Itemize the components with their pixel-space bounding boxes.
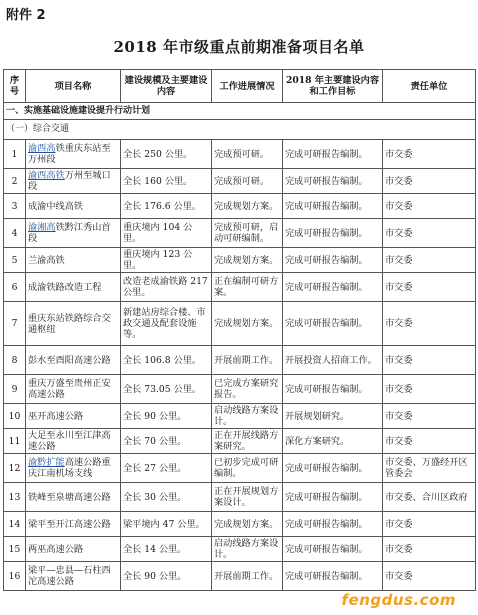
project-name: 梁平—忠县—石柱西沱高速公路 [28,565,111,587]
work-target: 完成可研报告编制。 [283,219,383,248]
work-target: 完成可研报告编制。 [283,562,383,591]
row-number: 5 [4,248,26,273]
project-name-cell [26,273,121,302]
project-name-link[interactable]: 渝黔扩能 [28,457,65,468]
responsible-unit: 市交委 [383,219,476,248]
column-header-progress: 工作进展情况 [212,70,283,103]
work-target: 完成可研报告编制。 [283,140,383,169]
project-name-cell [26,248,121,273]
project-name: 大足至永川至江津高速公路 [28,430,111,452]
responsible-unit: 市交委 [383,404,476,429]
work-target: 开展投资人招商工作。 [283,346,383,375]
construction-scale: 梁平境内 47 公里。 [121,512,212,537]
construction-scale: 全长 73.05 公里。 [121,375,212,404]
work-target: 完成可研报告编制。 [283,537,383,562]
row-number: 4 [4,219,26,248]
table-row [4,483,476,512]
project-name: 兰渝高铁 [28,254,65,266]
work-target: 完成可研报告编制。 [283,512,383,537]
table-row [4,302,476,346]
table-row [4,537,476,562]
row-number: 10 [4,404,26,429]
table-row [4,429,476,454]
project-name-link[interactable]: 渝湘高 [28,222,56,233]
construction-scale: 全长 176.6 公里。 [121,194,212,219]
work-progress: 正在开展线路方案研究。 [212,429,283,454]
section-row [4,103,476,120]
work-progress: 启动线路方案设计。 [212,537,283,562]
responsible-unit: 市交委 [383,537,476,562]
work-target: 开展规划研究。 [283,404,383,429]
responsible-unit: 市交委 [383,273,476,302]
project-name-link[interactable]: 渝西高 [28,143,56,154]
project-name-cell [26,404,121,429]
project-name-link[interactable]: 渝西高铁 [28,170,65,181]
responsible-unit: 市交委 [383,429,476,454]
responsible-unit: 市交委 [383,169,476,194]
project-name: 梁平至开江高速公路 [28,518,111,530]
table-row [4,273,476,302]
row-number: 12 [4,454,26,483]
row-number: 8 [4,346,26,375]
table-row [4,140,476,169]
project-name-cell [26,169,121,194]
row-number: 11 [4,429,26,454]
responsible-unit: 市交委 [383,194,476,219]
row-number: 1 [4,140,26,169]
project-name-cell [26,219,121,248]
project-name-cell [26,454,121,483]
column-header-unit: 责任单位 [383,70,476,103]
construction-scale: 全长 30 公里。 [121,483,212,512]
column-header-name: 项目名称 [26,70,121,103]
project-name-cell [26,346,121,375]
construction-scale: 全长 90 公里。 [121,562,212,591]
project-name-cell [26,140,121,169]
project-name: 重庆万盛至贵州正安高速公路 [28,378,111,400]
project-name-cell [26,562,121,591]
work-progress: 启动线路方案设计。 [212,404,283,429]
responsible-unit: 市交委、万盛经开区管委会 [383,454,476,483]
work-progress: 开展前期工作。 [212,346,283,375]
construction-scale: 改造老成渝铁路 217 公里。 [121,273,212,302]
responsible-unit: 市交委 [383,375,476,404]
work-target: 完成可研报告编制。 [283,483,383,512]
work-progress: 完成规划方案。 [212,248,283,273]
table-row [4,375,476,404]
table-row [4,169,476,194]
row-number: 16 [4,562,26,591]
row-number: 2 [4,169,26,194]
row-number: 9 [4,375,26,404]
project-name: 彭水至酉阳高速公路 [28,354,111,366]
project-table [3,69,476,591]
project-name: 成渝中线高铁 [28,200,84,212]
construction-scale: 重庆境内 123 公里。 [121,248,212,273]
work-progress: 完成预可研。 [212,169,283,194]
construction-scale: 全长 250 公里。 [121,140,212,169]
section-title: 一、实施基础设施建设提升行动计划 [4,103,476,120]
responsible-unit: 市交委 [383,248,476,273]
project-name: 万州至城口段 [28,170,111,192]
subsection-row [4,120,476,140]
row-number: 3 [4,194,26,219]
work-progress: 完成规划方案。 [212,512,283,537]
responsible-unit: 市交委 [383,302,476,346]
project-name: 铁峰至泉塘高速公路 [28,491,111,503]
project-name-cell [26,375,121,404]
construction-scale: 全长 160 公里。 [121,169,212,194]
row-number: 14 [4,512,26,537]
table-row [4,219,476,248]
table-row [4,248,476,273]
table-row [4,194,476,219]
work-target: 完成可研报告编制。 [283,375,383,404]
work-progress: 完成预可研。 [212,140,283,169]
work-progress: 正在开展规划方案设计。 [212,483,283,512]
project-name-cell [26,302,121,346]
column-header-no: 序号 [4,70,26,103]
project-name: 重庆东站铁路综合交通枢纽 [28,312,111,335]
construction-scale: 全长 14 公里。 [121,537,212,562]
work-progress: 完成规划方案。 [212,194,283,219]
responsible-unit: 市交委 [383,512,476,537]
project-name-cell [26,429,121,454]
responsible-unit: 市交委 [383,562,476,591]
construction-scale: 重庆境内 104 公里。 [121,219,212,248]
project-name-cell [26,537,121,562]
work-target: 完成可研报告编制。 [283,302,383,346]
construction-scale: 新建站房综合楼、市政交通及配套设施等。 [121,302,212,346]
project-name: 巫开高速公路 [28,410,84,422]
table-row [4,454,476,483]
project-name-cell [26,483,121,512]
construction-scale: 全长 70 公里。 [121,429,212,454]
table-row [4,404,476,429]
project-name: 铁重庆东站至万州段 [28,143,111,165]
column-header-scale: 建设规模及主要建设内容 [121,70,212,103]
table-row [4,512,476,537]
work-target: 完成可研报告编制。 [283,454,383,483]
column-header-target: 2018 年主要建设内容和工作目标 [283,70,383,103]
responsible-unit: 市交委 [383,346,476,375]
work-target: 完成可研报告编制。 [283,273,383,302]
work-progress: 正在编制可研方案。 [212,273,283,302]
row-number: 13 [4,483,26,512]
work-progress: 已完成方案研究报告。 [212,375,283,404]
work-target: 完成可研报告编制。 [283,248,383,273]
project-name: 成渝铁路改造工程 [28,281,102,293]
table-row [4,562,476,591]
work-progress: 开展前期工作。 [212,562,283,591]
project-name-cell [26,512,121,537]
construction-scale: 全长 27 公里。 [121,454,212,483]
work-progress: 完成规划方案。 [212,302,283,346]
row-number: 6 [4,273,26,302]
row-number: 15 [4,537,26,562]
table-row [4,346,476,375]
project-name: 两巫高速公路 [28,543,84,555]
project-name: 铁黔江秀山首段 [28,222,111,244]
project-name-cell [26,194,121,219]
work-target: 完成可研报告编制。 [283,169,383,194]
row-number: 7 [4,302,26,346]
work-target: 深化方案研究。 [283,429,383,454]
responsible-unit: 市交委 [383,140,476,169]
construction-scale: 全长 106.8 公里。 [121,346,212,375]
work-target: 完成可研报告编制。 [283,194,383,219]
project-name: 高速公路重庆江南机场支线 [28,457,111,479]
attachment-label: 附件 2 [6,8,46,23]
watermark: fengdus.com [341,591,456,609]
document-title: 2018 年市级重点前期准备项目名单 [113,38,365,56]
work-progress: 已初步完成可研编制。 [212,454,283,483]
table-header-row [4,70,476,103]
construction-scale: 全长 90 公里。 [121,404,212,429]
responsible-unit: 市交委、合川区政府 [383,483,476,512]
work-progress: 完成预可研，启动可研编制。 [212,219,283,248]
subsection-title: （一）综合交通 [4,120,476,140]
